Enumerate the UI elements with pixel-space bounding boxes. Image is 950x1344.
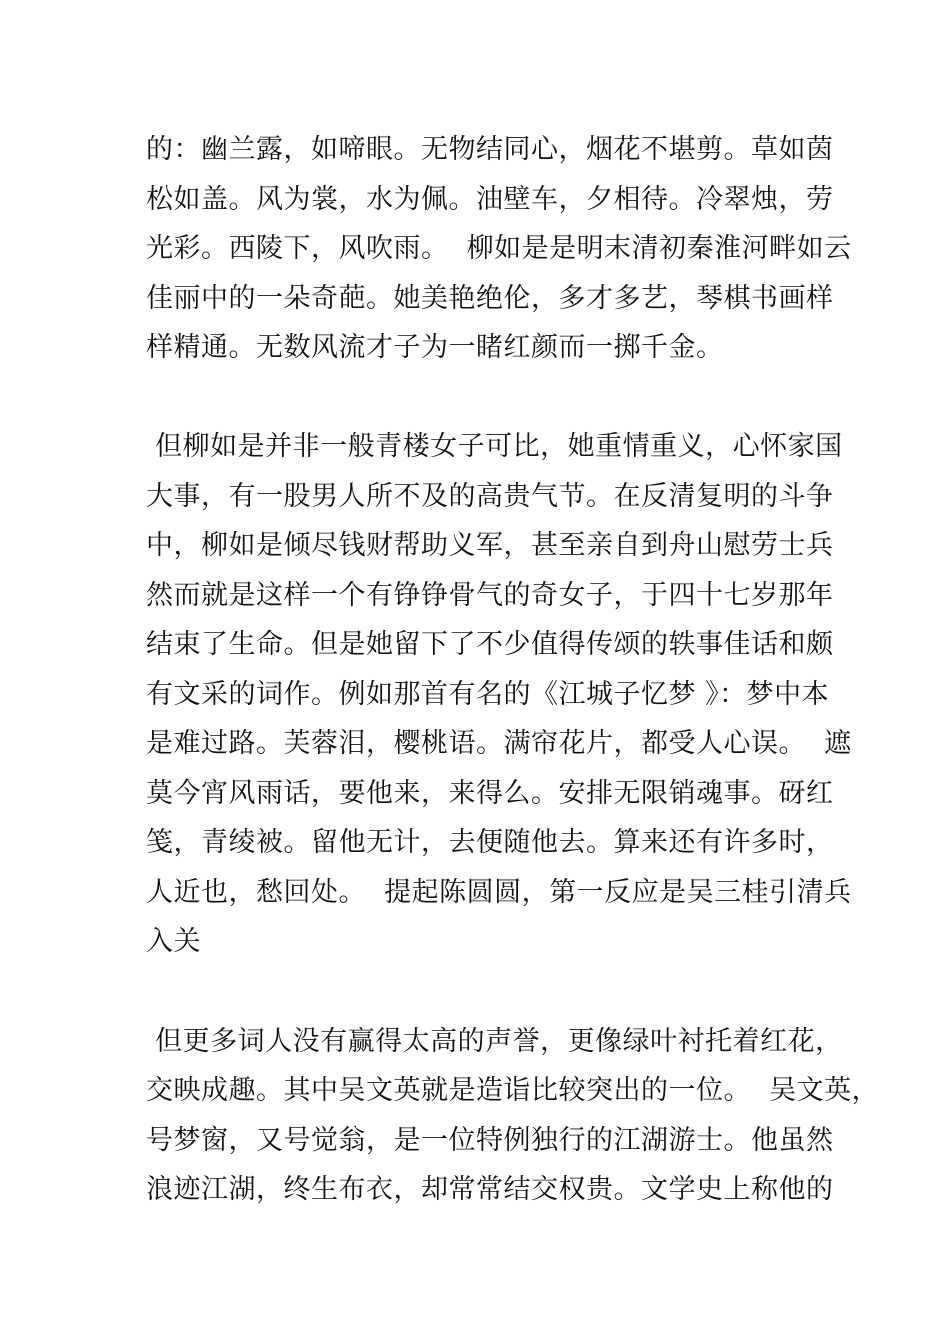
text-line: 佳丽中的一朵奇葩。她美艳绝伦，多才多艺，琴棋书画样 <box>146 283 834 314</box>
text-line: 号梦窗，又号觉翁，是一位特例独行的江湖游士。他虽然 <box>146 1125 834 1156</box>
text-line: 有文采的词作。例如那首有名的《江城子忆梦 》：梦中本 <box>146 679 830 710</box>
text-line: 交映成趣。其中吴文英就是造诣比较突出的一位。 吴文英， <box>146 1075 880 1106</box>
text-line: 然而就是这样一个有铮铮骨气的奇女子，于四十七岁那年 <box>146 580 834 611</box>
text-line: 笺，青绫被。留他无计，去便随他去。算来还有许多时， <box>146 827 834 858</box>
text-line: 中，柳如是倾尽钱财帮助义军，甚至亲自到舟山慰劳士兵 <box>146 530 834 561</box>
text-line: 样精通。无数风流才子为一睹红颜而一掷千金。 <box>146 332 724 363</box>
text-line: 大事，有一股男人所不及的高贵气节。在反清复明的斗争 <box>146 481 834 512</box>
text-line: 是难过路。芙蓉泪，樱桃语。满帘花片，都受人心误。 遮 <box>146 728 852 759</box>
text-line: 但更多词人没有赢得太高的声誉，更像绿叶衬托着红花， <box>146 1026 843 1057</box>
text-line: 光彩。西陵下，风吹雨。 柳如是是明末清初秦淮河畔如云 <box>146 233 852 264</box>
text-line: 松如盖。风为裳，水为佩。油壁车，夕相待。冷翠烛，劳 <box>146 184 834 215</box>
text-line: 入关 <box>146 926 201 957</box>
text-line: 浪迹江湖，终生布衣，却常常结交权贵。文学史上称他的 <box>146 1174 834 1205</box>
text-line: 人近也，愁回处。 提起陈圆圆，第一反应是吴三桂引清兵 <box>146 877 852 908</box>
text-line: 的：幽兰露，如啼眼。无物结同心，烟花不堪剪。草如茵 <box>146 134 834 165</box>
text-line: 结束了生命。但是她留下了不少值得传颂的轶事佳话和颇 <box>146 629 834 660</box>
text-line: 莫今宵风雨话，要他来，来得么。安排无限销魂事。砑红 <box>146 778 834 809</box>
text-line: 但柳如是并非一般青楼女子可比，她重情重义，心怀家国 <box>146 431 843 462</box>
